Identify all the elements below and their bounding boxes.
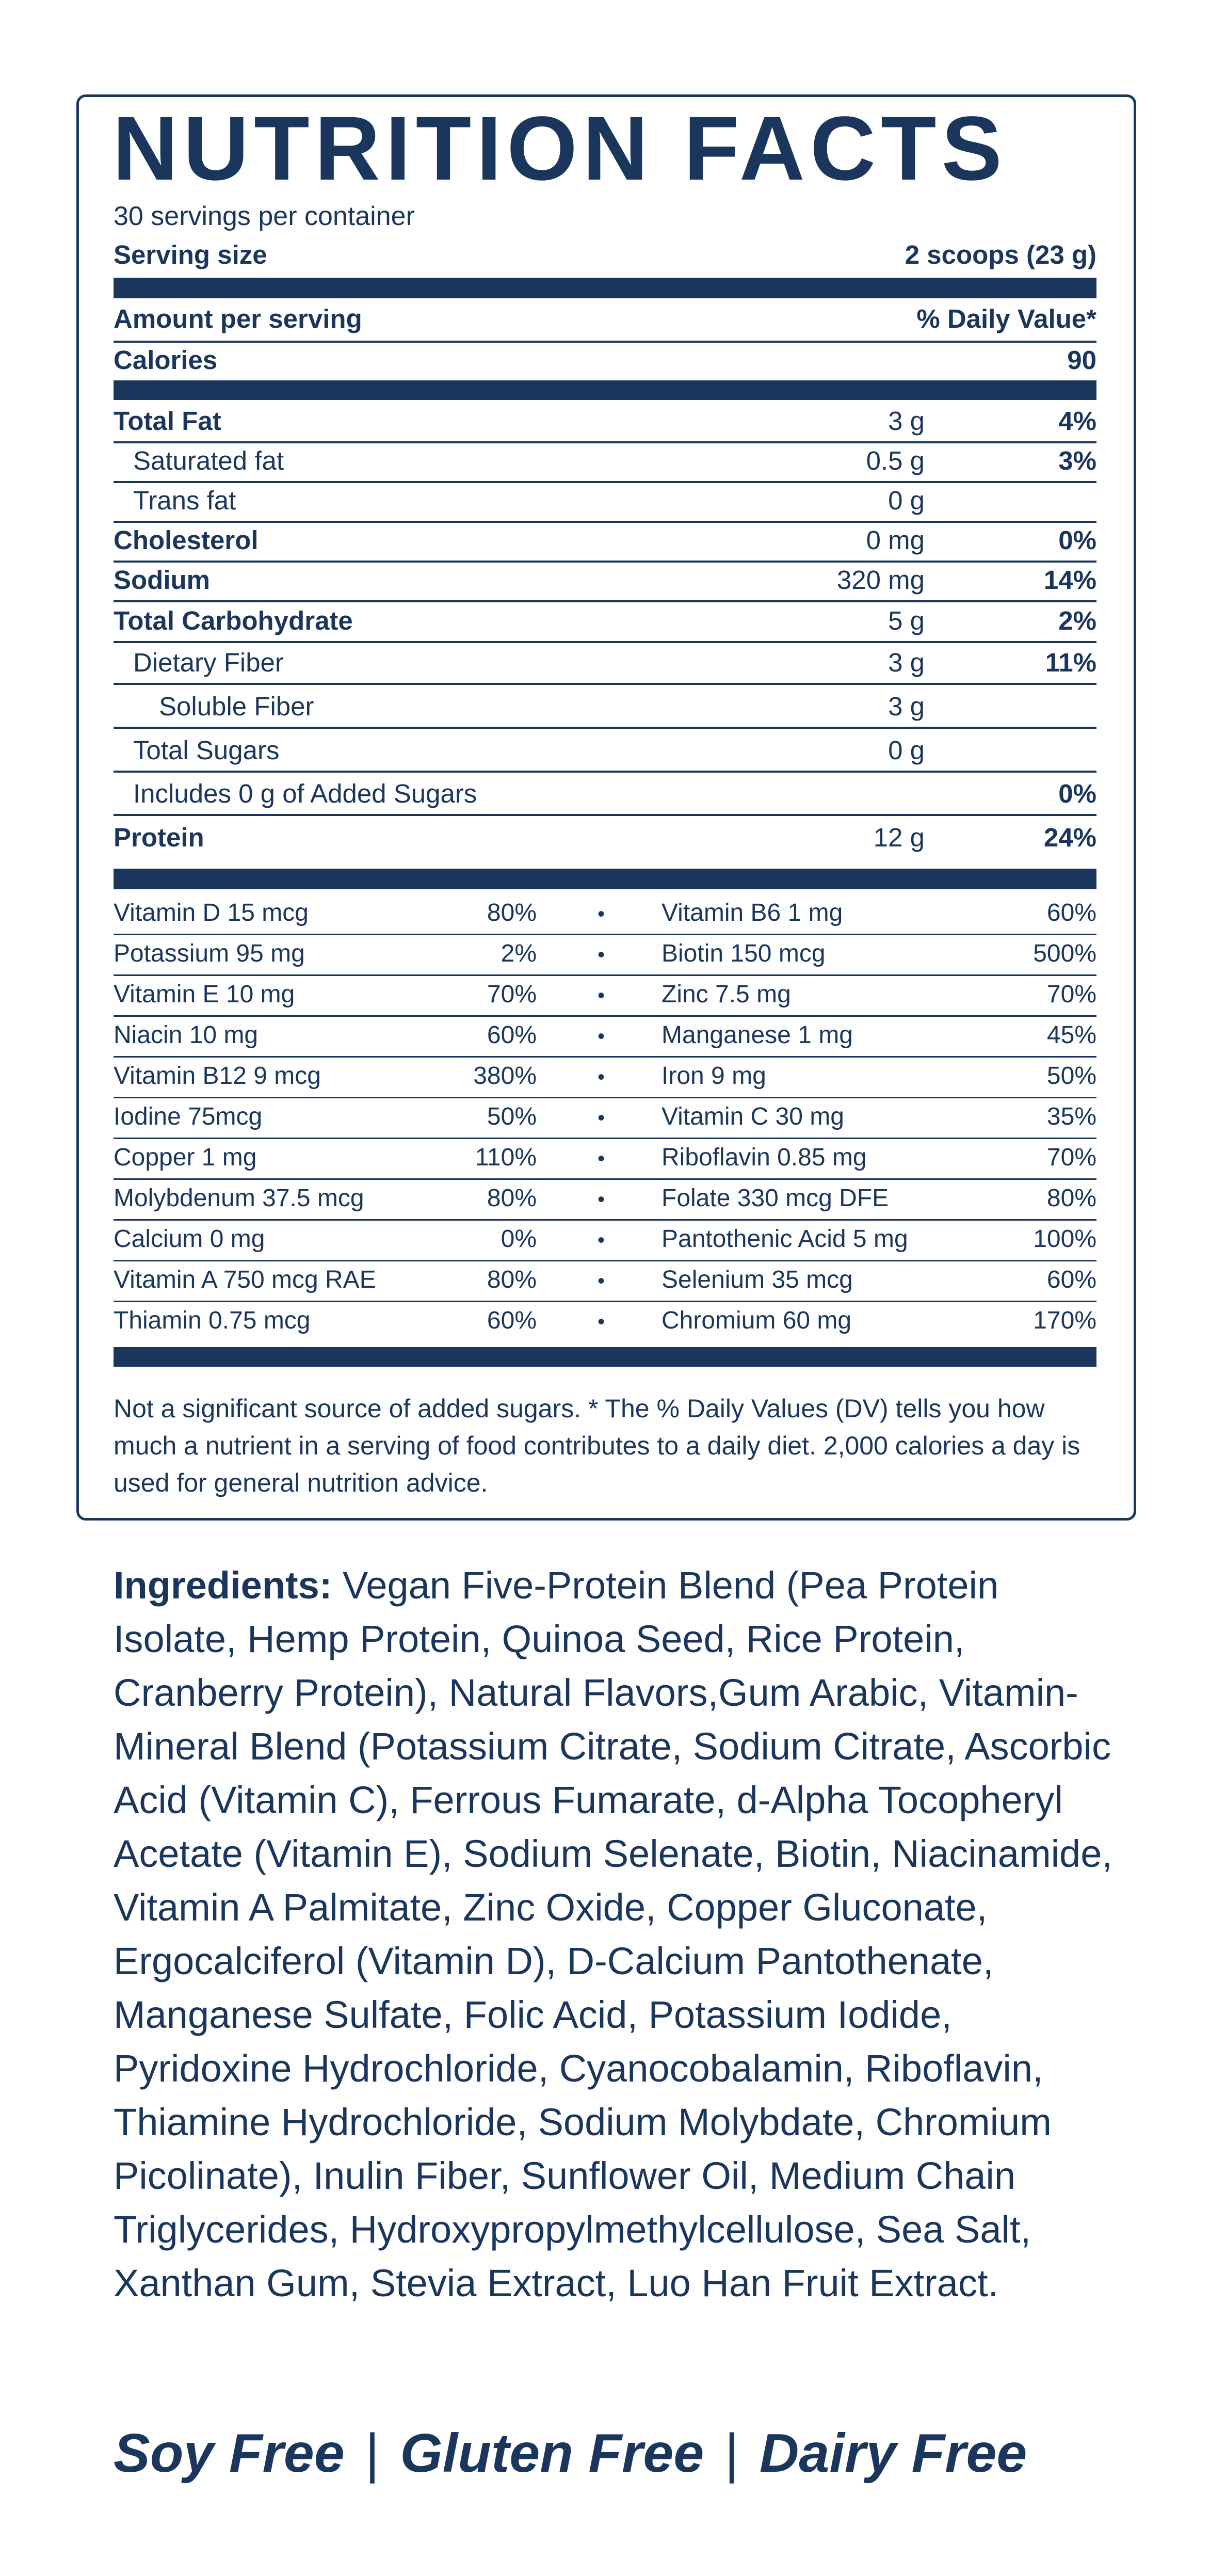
claim-gluten-free: Gluten Free [400,2423,704,2484]
divider-line [114,641,1096,643]
vitamin-name-left: Niacin 10 mg [114,1021,259,1049]
vitamin-name-right: Folate 330 mcg DFE [662,1185,889,1212]
divider-line [114,341,1096,343]
vitamin-name-right: Riboflavin 0.85 mg [662,1144,867,1171]
vitamin-name-left: Thiamin 0.75 mcg [114,1307,311,1334]
divider-thick-bottom [114,1347,1096,1367]
nutrient-amount: 12 g [873,823,925,852]
nutrient-amount: 0 g [888,486,925,515]
nutrient-name: Includes 0 g of Added Sugars [133,779,477,808]
divider-thick-protein [114,869,1096,889]
vitamin-dv-right: 50% [1046,1062,1096,1090]
claim-soy-free: Soy Free [114,2423,345,2484]
claim-separator: | [365,2423,380,2484]
bullet-separator: • [598,1229,605,1252]
ingredients-block [114,1559,1125,2310]
nutrient-daily-value: 0% [1058,779,1096,808]
vitamin-name-right: Zinc 7.5 mg [662,981,791,1008]
vitamin-name-left: Copper 1 mg [114,1144,257,1171]
ingredients-text: Vegan Five-Protein Blend (Pea Protein Isolate, Hemp Protein, Quinoa Seed, Rice Protein, Cranberry Protein), Natural Flavors,Gum Arabic, Vitamin- Mineral Blend (Potassium Citrate, Sodium Citrate, Ascorbic Acid (Vitamin C), Ferrous Fumarate, d-Alpha Tocopheryl Acetate (Vitamin E), Sodium Selenate, Biotin, Niacinamide, Vitamin A Palmitate, Zinc Oxide, Copper Gluconate, Ergocalciferol (Vitamin D), D-Calcium Pantothenate, Manganese Sulfate, Folic Acid, Potassium Iodide, Pyridoxine Hydrochloride, Cyanocobalamin, Riboflavin, Thiamine Hydrochloride, Sodium Molybdate, Chromium Picolinate), Inulin Fiber, Sunflower Oil, Medium Chain Triglycerides, Hydroxypropylmethylcellulose, Sea Salt, Xanthan Gum, Stevia Extract, Luo Han Fruit Extract. [114,1564,1112,2305]
divider-line [114,561,1096,563]
bullet-separator: • [598,1066,605,1089]
nutrient-daily-value: 24% [1043,823,1096,852]
bullet-separator: • [598,1310,605,1333]
vitamin-dv-left: 80% [487,899,537,926]
divider-line [114,683,1096,685]
vitamin-dv-left: 60% [487,1307,537,1334]
nutrient-amount: 3 g [888,648,925,677]
nutrient-name: Soluble Fiber [159,692,314,721]
vitamin-dv-left: 0% [501,1225,537,1253]
vitamin-dv-left: 50% [487,1103,537,1130]
vitamin-name-left: Vitamin E 10 mg [114,981,295,1008]
divider-line [114,974,1096,976]
claim-separator: | [724,2423,739,2484]
vitamin-dv-right: 170% [1033,1307,1096,1334]
divider-line [114,771,1096,773]
nutrient-daily-value: 3% [1058,446,1096,475]
nutrient-name: Cholesterol [114,525,259,555]
vitamin-name-left: Iodine 75mcg [114,1103,263,1130]
nutrient-amount: 5 g [888,606,925,635]
nutrient-name: Dietary Fiber [133,648,284,677]
vitamin-dv-right: 80% [1046,1185,1096,1212]
vitamin-name-left: Vitamin A 750 mcg RAE [114,1266,376,1293]
divider-line [114,934,1096,935]
nutrient-daily-value: 14% [1043,565,1096,595]
vitamin-dv-left: 80% [487,1266,537,1293]
nutrient-name: Total Carbohydrate [114,606,353,635]
divider-thick-top [114,278,1096,298]
vitamin-dv-right: 70% [1046,1144,1096,1171]
vitamin-name-left: Vitamin D 15 mcg [114,899,309,926]
bullet-separator: • [598,1147,605,1170]
footnote: Not a significant source of added sugars. * The % Daily Values (DV) tells you how much a nutrient in a serving of food contributes to a daily diet. 2,000 calories a day is used for general nutrition advice. [114,1394,1080,1497]
nutrient-name: Total Fat [114,406,221,436]
vitamin-name-right: Vitamin C 30 mg [662,1103,844,1130]
nutrient-amount: 320 mg [836,565,925,595]
divider-line [114,1178,1096,1180]
vitamin-name-left: Molybdenum 37.5 mcg [114,1185,364,1212]
allergen-claims [114,2423,1027,2484]
nutrient-amount: 0 g [888,735,925,765]
serving-size-value: 2 scoops (23 g) [905,240,1096,269]
amount-per-serving-label: Amount per serving [114,304,362,333]
servings-per-container: 30 servings per container [114,201,415,231]
nutrient-name: Total Sugars [133,735,280,765]
bullet-separator: • [598,903,605,925]
vitamin-name-right: Selenium 35 mcg [662,1266,853,1293]
vitamin-name-right: Vitamin B6 1 mg [662,899,843,926]
divider-line [114,600,1096,602]
divider-line [114,1097,1096,1098]
vitamin-dv-right: 60% [1046,1266,1096,1293]
divider-line [114,481,1096,483]
divider-line [114,1219,1096,1221]
divider-line [114,441,1096,443]
nutrient-daily-value: 2% [1058,606,1096,635]
vitamin-dv-right: 70% [1046,981,1096,1008]
vitamin-dv-right: 100% [1033,1225,1096,1253]
nutrition-facts-title: NUTRITION FACTS [112,98,1007,199]
bullet-separator: • [598,1188,605,1211]
divider-line [114,1056,1096,1058]
divider-line [114,1260,1096,1261]
nutrient-amount: 3 g [888,692,925,721]
vitamin-name-right: Pantothenic Acid 5 mg [662,1225,908,1253]
divider-line [114,814,1096,816]
calories-value: 90 [1067,345,1096,375]
vitamin-name-left: Potassium 95 mg [114,940,305,967]
nutrient-daily-value: 11% [1045,648,1096,677]
vitamin-dv-right: 45% [1046,1021,1096,1049]
divider-line [114,1015,1096,1017]
daily-value-header: % Daily Value* [916,304,1096,333]
vitamin-name-left: Calcium 0 mg [114,1225,265,1253]
calories-label: Calories [114,345,218,375]
nutrient-name: Protein [114,823,204,852]
nutrient-name: Trans fat [133,486,236,515]
serving-size-label: Serving size [114,240,267,269]
vitamin-dv-right: 35% [1046,1103,1096,1130]
bullet-separator: • [598,1270,605,1292]
vitamin-dv-left: 380% [473,1062,537,1090]
vitamin-dv-right: 60% [1046,899,1096,926]
vitamin-dv-left: 60% [487,1021,537,1049]
bullet-separator: • [598,943,605,966]
nutrient-name: Sodium [114,565,210,595]
ingredients-label: Ingredients: [114,1564,332,1607]
vitamin-dv-left: 80% [487,1185,537,1212]
nutrient-name: Saturated fat [133,446,284,475]
bullet-separator: • [598,984,605,1007]
vitamin-name-right: Biotin 150 mcg [662,940,826,967]
nutrient-amount: 0 mg [866,525,925,555]
nutrient-daily-value: 4% [1058,406,1096,436]
vitamin-dv-right: 500% [1033,940,1096,967]
divider-thick-calories [114,380,1096,400]
vitamin-name-right: Chromium 60 mg [662,1307,852,1334]
divider-line [114,1138,1096,1139]
claim-dairy-free: Dairy Free [759,2423,1027,2484]
divider-line [114,521,1096,523]
vitamin-dv-left: 110% [475,1144,537,1171]
vitamin-name-left: Vitamin B12 9 mcg [114,1062,321,1090]
vitamin-name-right: Manganese 1 mg [662,1021,853,1049]
nutrient-amount: 3 g [888,406,925,436]
divider-line [114,727,1096,729]
vitamin-dv-left: 70% [487,981,537,1008]
nutrient-amount: 0.5 g [866,446,925,475]
vitamin-name-right: Iron 9 mg [662,1062,766,1090]
bullet-separator: • [598,1107,605,1129]
bullet-separator: • [598,1025,605,1048]
vitamin-dv-left: 2% [501,940,537,967]
divider-line [114,1301,1096,1302]
nutrient-daily-value: 0% [1058,525,1096,555]
